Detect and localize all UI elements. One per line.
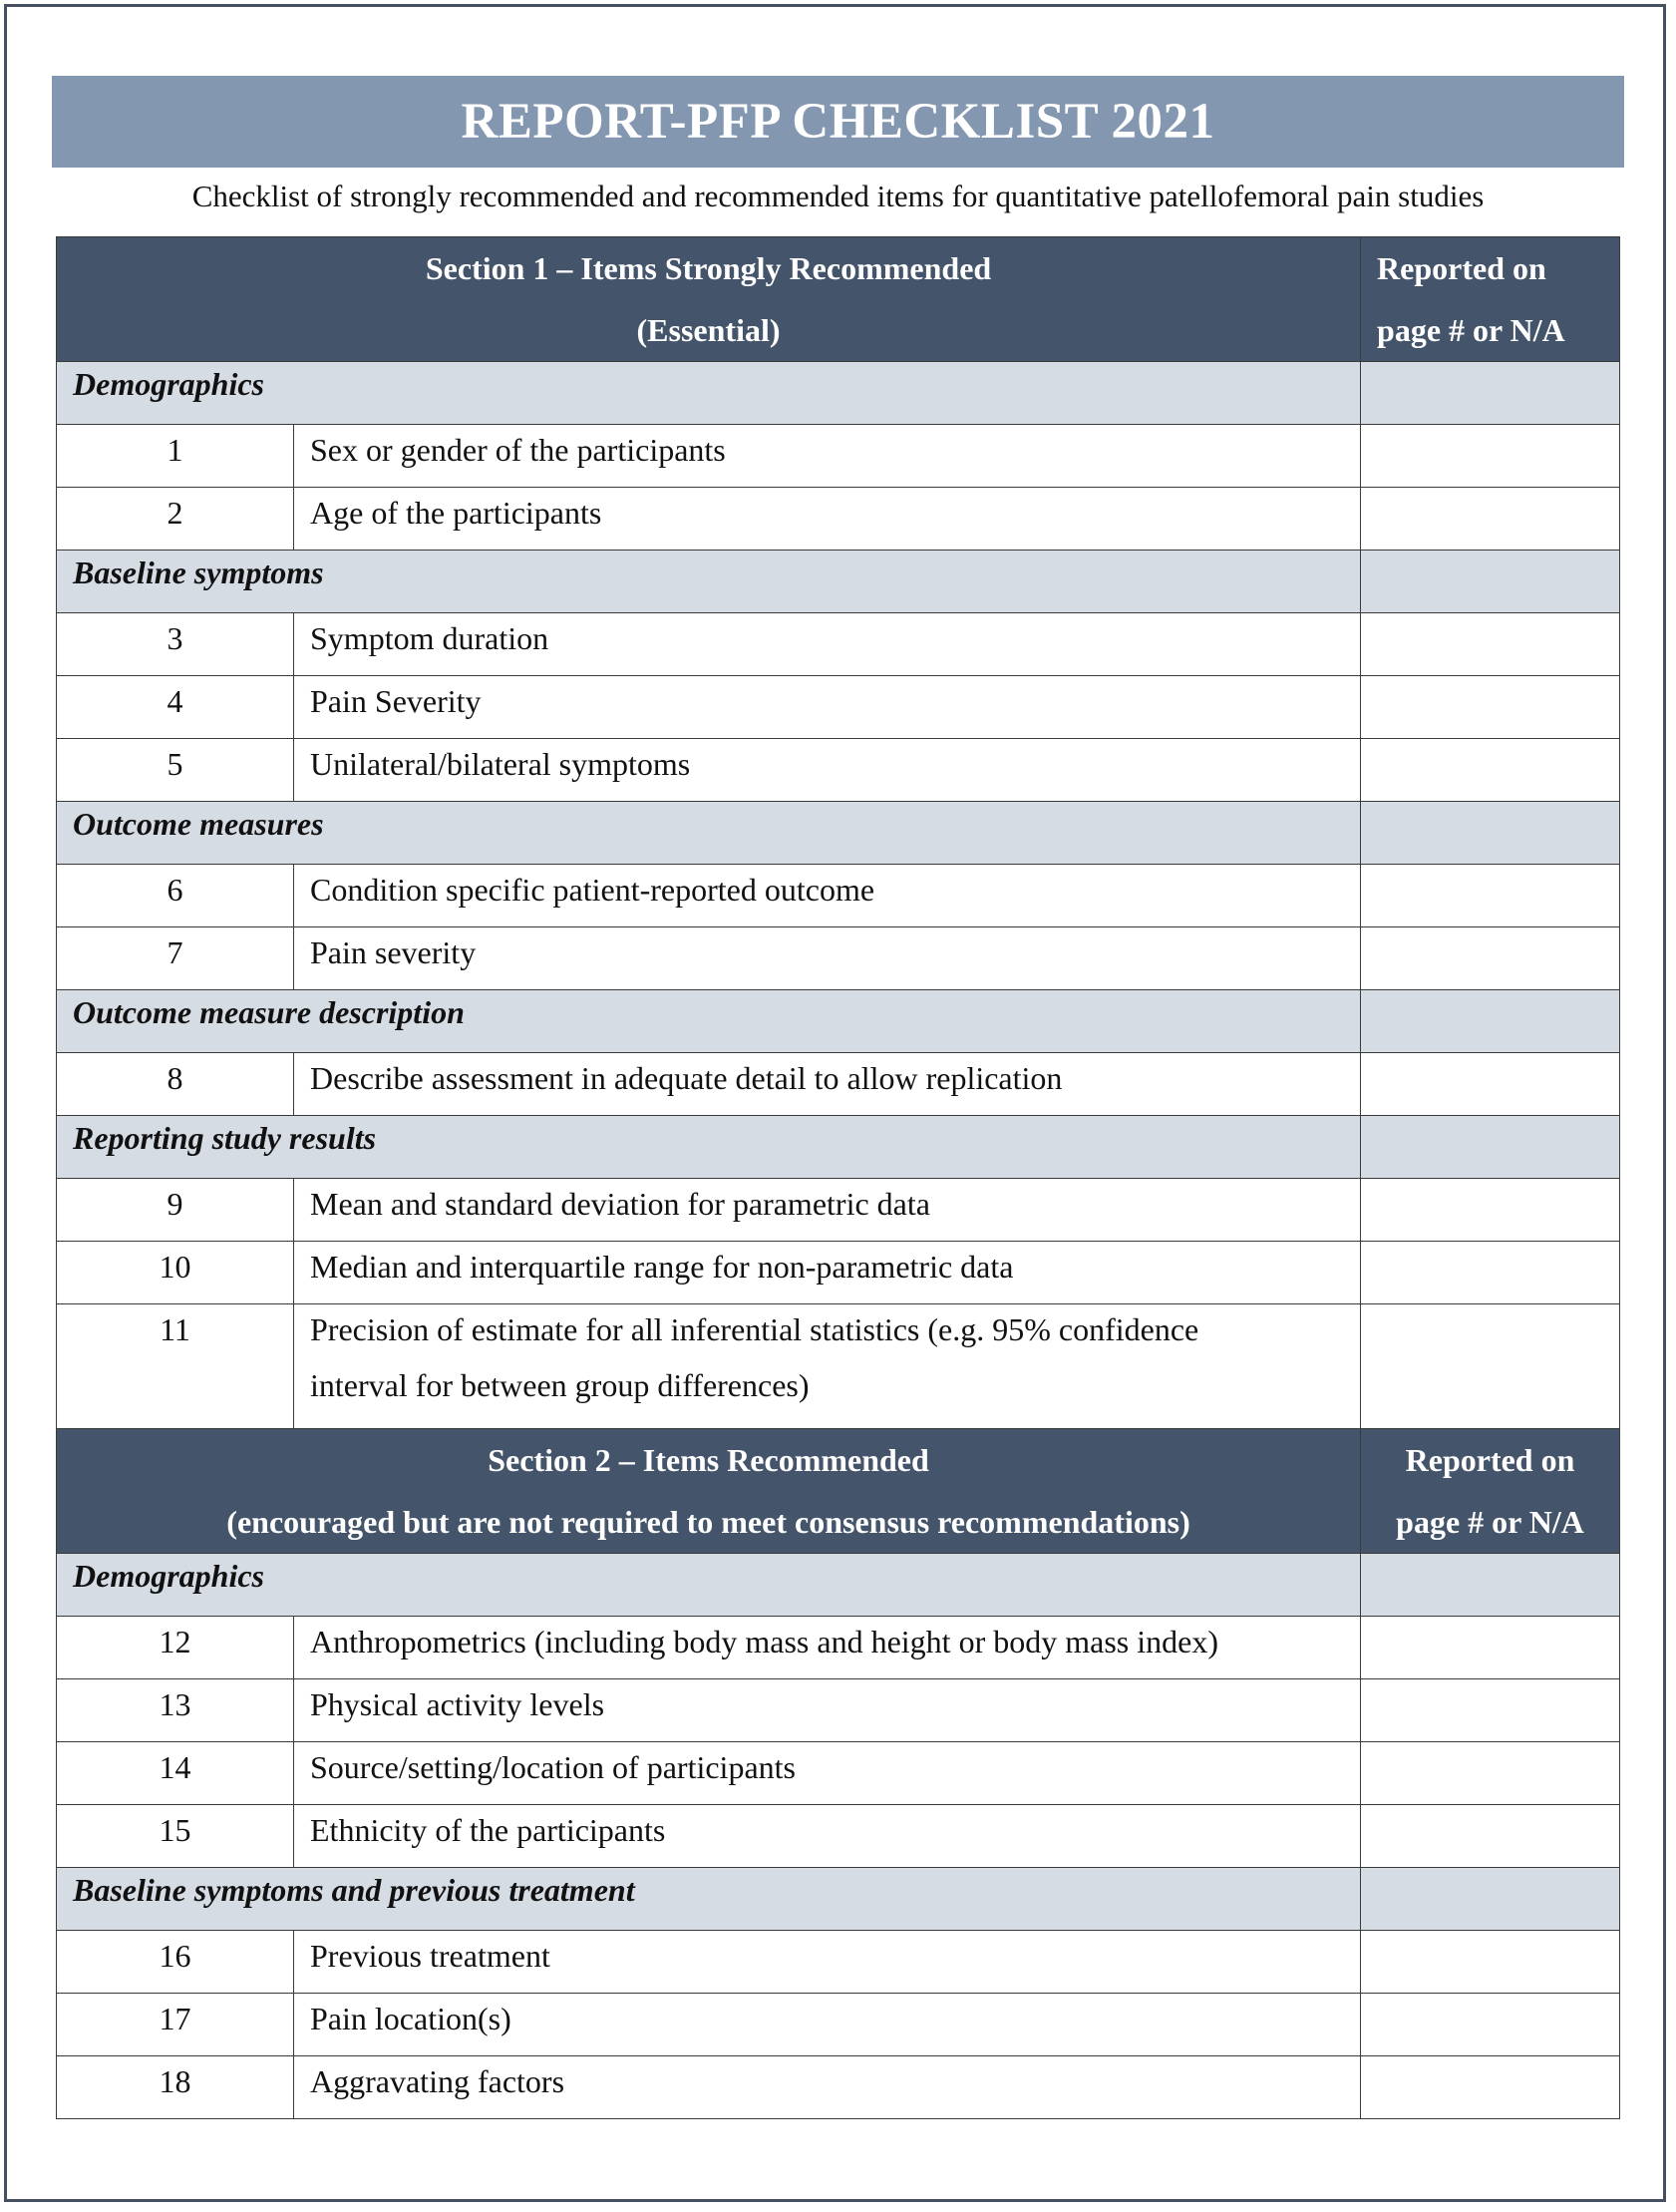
section-2-title: Section 2 – Items Recommended [488,1442,929,1478]
item-number: 7 [167,934,183,970]
category-row [57,802,1620,865]
item-text: Age of the participants [310,495,602,531]
reported-cell[interactable] [1361,1179,1620,1242]
reported-cell[interactable] [1361,1994,1620,2056]
item-text: Physical activity levels [310,1686,605,1722]
checklist-title: REPORT-PFP CHECKLIST 2021 [52,76,1624,168]
table-row [57,425,1620,488]
category-label: Demographics [73,366,264,402]
item-text-continued: interval for between group differences) [310,1367,810,1403]
item-number: 5 [167,746,183,782]
item-number: 17 [159,2001,191,2036]
reported-cell[interactable] [1361,1679,1620,1742]
section-1-reported-header [1361,237,1620,362]
table-row [57,676,1620,739]
section-1-title: Section 1 – Items Strongly Recommended [425,250,992,286]
item-text: Sex or gender of the participants [310,432,726,468]
reported-cell[interactable] [1361,865,1620,927]
reported-cell[interactable] [1361,1242,1620,1304]
item-number: 9 [167,1186,183,1222]
item-text: Aggravating factors [310,2063,565,2099]
reported-cell[interactable] [1361,676,1620,739]
category-row [57,1116,1620,1179]
table-row [57,1053,1620,1116]
table-row [57,1805,1620,1868]
checklist-table [56,236,1620,2119]
reported-cell[interactable] [1361,802,1620,865]
category-label: Baseline symptoms and previous treatment [73,1872,635,1908]
reported-cell[interactable] [1361,927,1620,990]
table-row [57,2056,1620,2119]
item-number: 10 [159,1249,191,1285]
reported-cell[interactable] [1361,488,1620,551]
section-2-header [57,1429,1620,1554]
item-text: Pain location(s) [310,2001,511,2036]
item-text: Ethnicity of the participants [310,1812,666,1848]
table-row [57,1242,1620,1304]
item-text: Previous treatment [310,1938,550,1974]
reported-header-line2: page # or N/A [1377,312,1565,348]
item-number: 3 [167,620,183,656]
item-number: 1 [167,432,183,468]
reported-cell[interactable] [1361,990,1620,1053]
table-row [57,1994,1620,2056]
item-text: Unilateral/bilateral symptoms [310,746,691,782]
table-row [57,1931,1620,1994]
category-row [57,1868,1620,1931]
item-number: 4 [167,683,183,719]
item-text: Source/setting/location of participants [310,1749,796,1785]
checklist-subtitle: Checklist of strongly recommended and recommended items for quantitative patellofemoral pain studies [191,179,1485,213]
category-row [57,362,1620,425]
section-2-subtitle: (encouraged but are not required to meet consensus recommendations) [226,1504,1190,1540]
item-text: Pain severity [310,934,477,970]
table-row [57,613,1620,676]
reported-cell[interactable] [1361,1805,1620,1868]
item-number: 14 [159,1749,191,1785]
item-number: 11 [160,1311,190,1347]
table-row [57,1179,1620,1242]
item-text: Describe assessment in adequate detail to allow replication [310,1060,1063,1096]
reported-cell[interactable] [1361,1931,1620,1994]
reported-cell[interactable] [1361,425,1620,488]
section-2-reported-header [1361,1429,1620,1554]
item-number: 18 [159,2063,191,2099]
reported-cell[interactable] [1361,1304,1620,1429]
section-1-header [57,237,1620,362]
category-label: Outcome measures [73,806,324,842]
item-text: Symptom duration [310,620,549,656]
table-row [57,739,1620,802]
item-number: 13 [159,1686,191,1722]
item-text: Median and interquartile range for non-parametric data [310,1249,1014,1285]
reported-cell[interactable] [1361,1053,1620,1116]
table-row [57,1679,1620,1742]
category-row [57,990,1620,1053]
section-2-title-cell [57,1429,1361,1554]
category-label: Outcome measure description [73,994,465,1030]
item-number: 15 [159,1812,191,1848]
item-number: 12 [159,1624,191,1659]
reported-cell[interactable] [1361,1742,1620,1805]
reported-cell[interactable] [1361,1868,1620,1931]
category-label: Baseline symptoms [73,554,324,590]
reported-cell[interactable] [1361,739,1620,802]
item-number: 8 [167,1060,183,1096]
table-row [57,488,1620,551]
reported-cell[interactable] [1361,1617,1620,1679]
reported-cell[interactable] [1361,1554,1620,1617]
section-1-subtitle: (Essential) [636,312,781,348]
section-1-title-cell [57,237,1361,362]
reported-header-line1: Reported on [1405,1442,1575,1478]
item-number: 6 [167,872,183,908]
item-text: Pain Severity [310,683,482,719]
table-row [57,927,1620,990]
category-row [57,1554,1620,1617]
reported-header-line2: page # or N/A [1396,1504,1584,1540]
reported-cell[interactable] [1361,1116,1620,1179]
table-row [57,1304,1620,1429]
category-label: Demographics [73,1558,264,1594]
category-row [57,551,1620,613]
reported-cell[interactable] [1361,362,1620,425]
item-text: Condition specific patient-reported outcome [310,872,875,908]
item-text: Mean and standard deviation for parametric data [310,1186,930,1222]
reported-cell[interactable] [1361,551,1620,613]
item-text: Anthropometrics (including body mass and height or body mass index) [310,1624,1218,1659]
item-text: Precision of estimate for all inferential statistics (e.g. 95% confidence [310,1311,1199,1347]
reported-cell[interactable] [1361,2056,1620,2119]
table-row [57,865,1620,927]
table-row [57,1742,1620,1805]
reported-header-line1: Reported on [1377,250,1546,286]
table-row [57,1617,1620,1679]
reported-cell[interactable] [1361,613,1620,676]
item-number: 16 [159,1938,191,1974]
item-number: 2 [167,495,183,531]
category-label: Reporting study results [73,1120,377,1156]
